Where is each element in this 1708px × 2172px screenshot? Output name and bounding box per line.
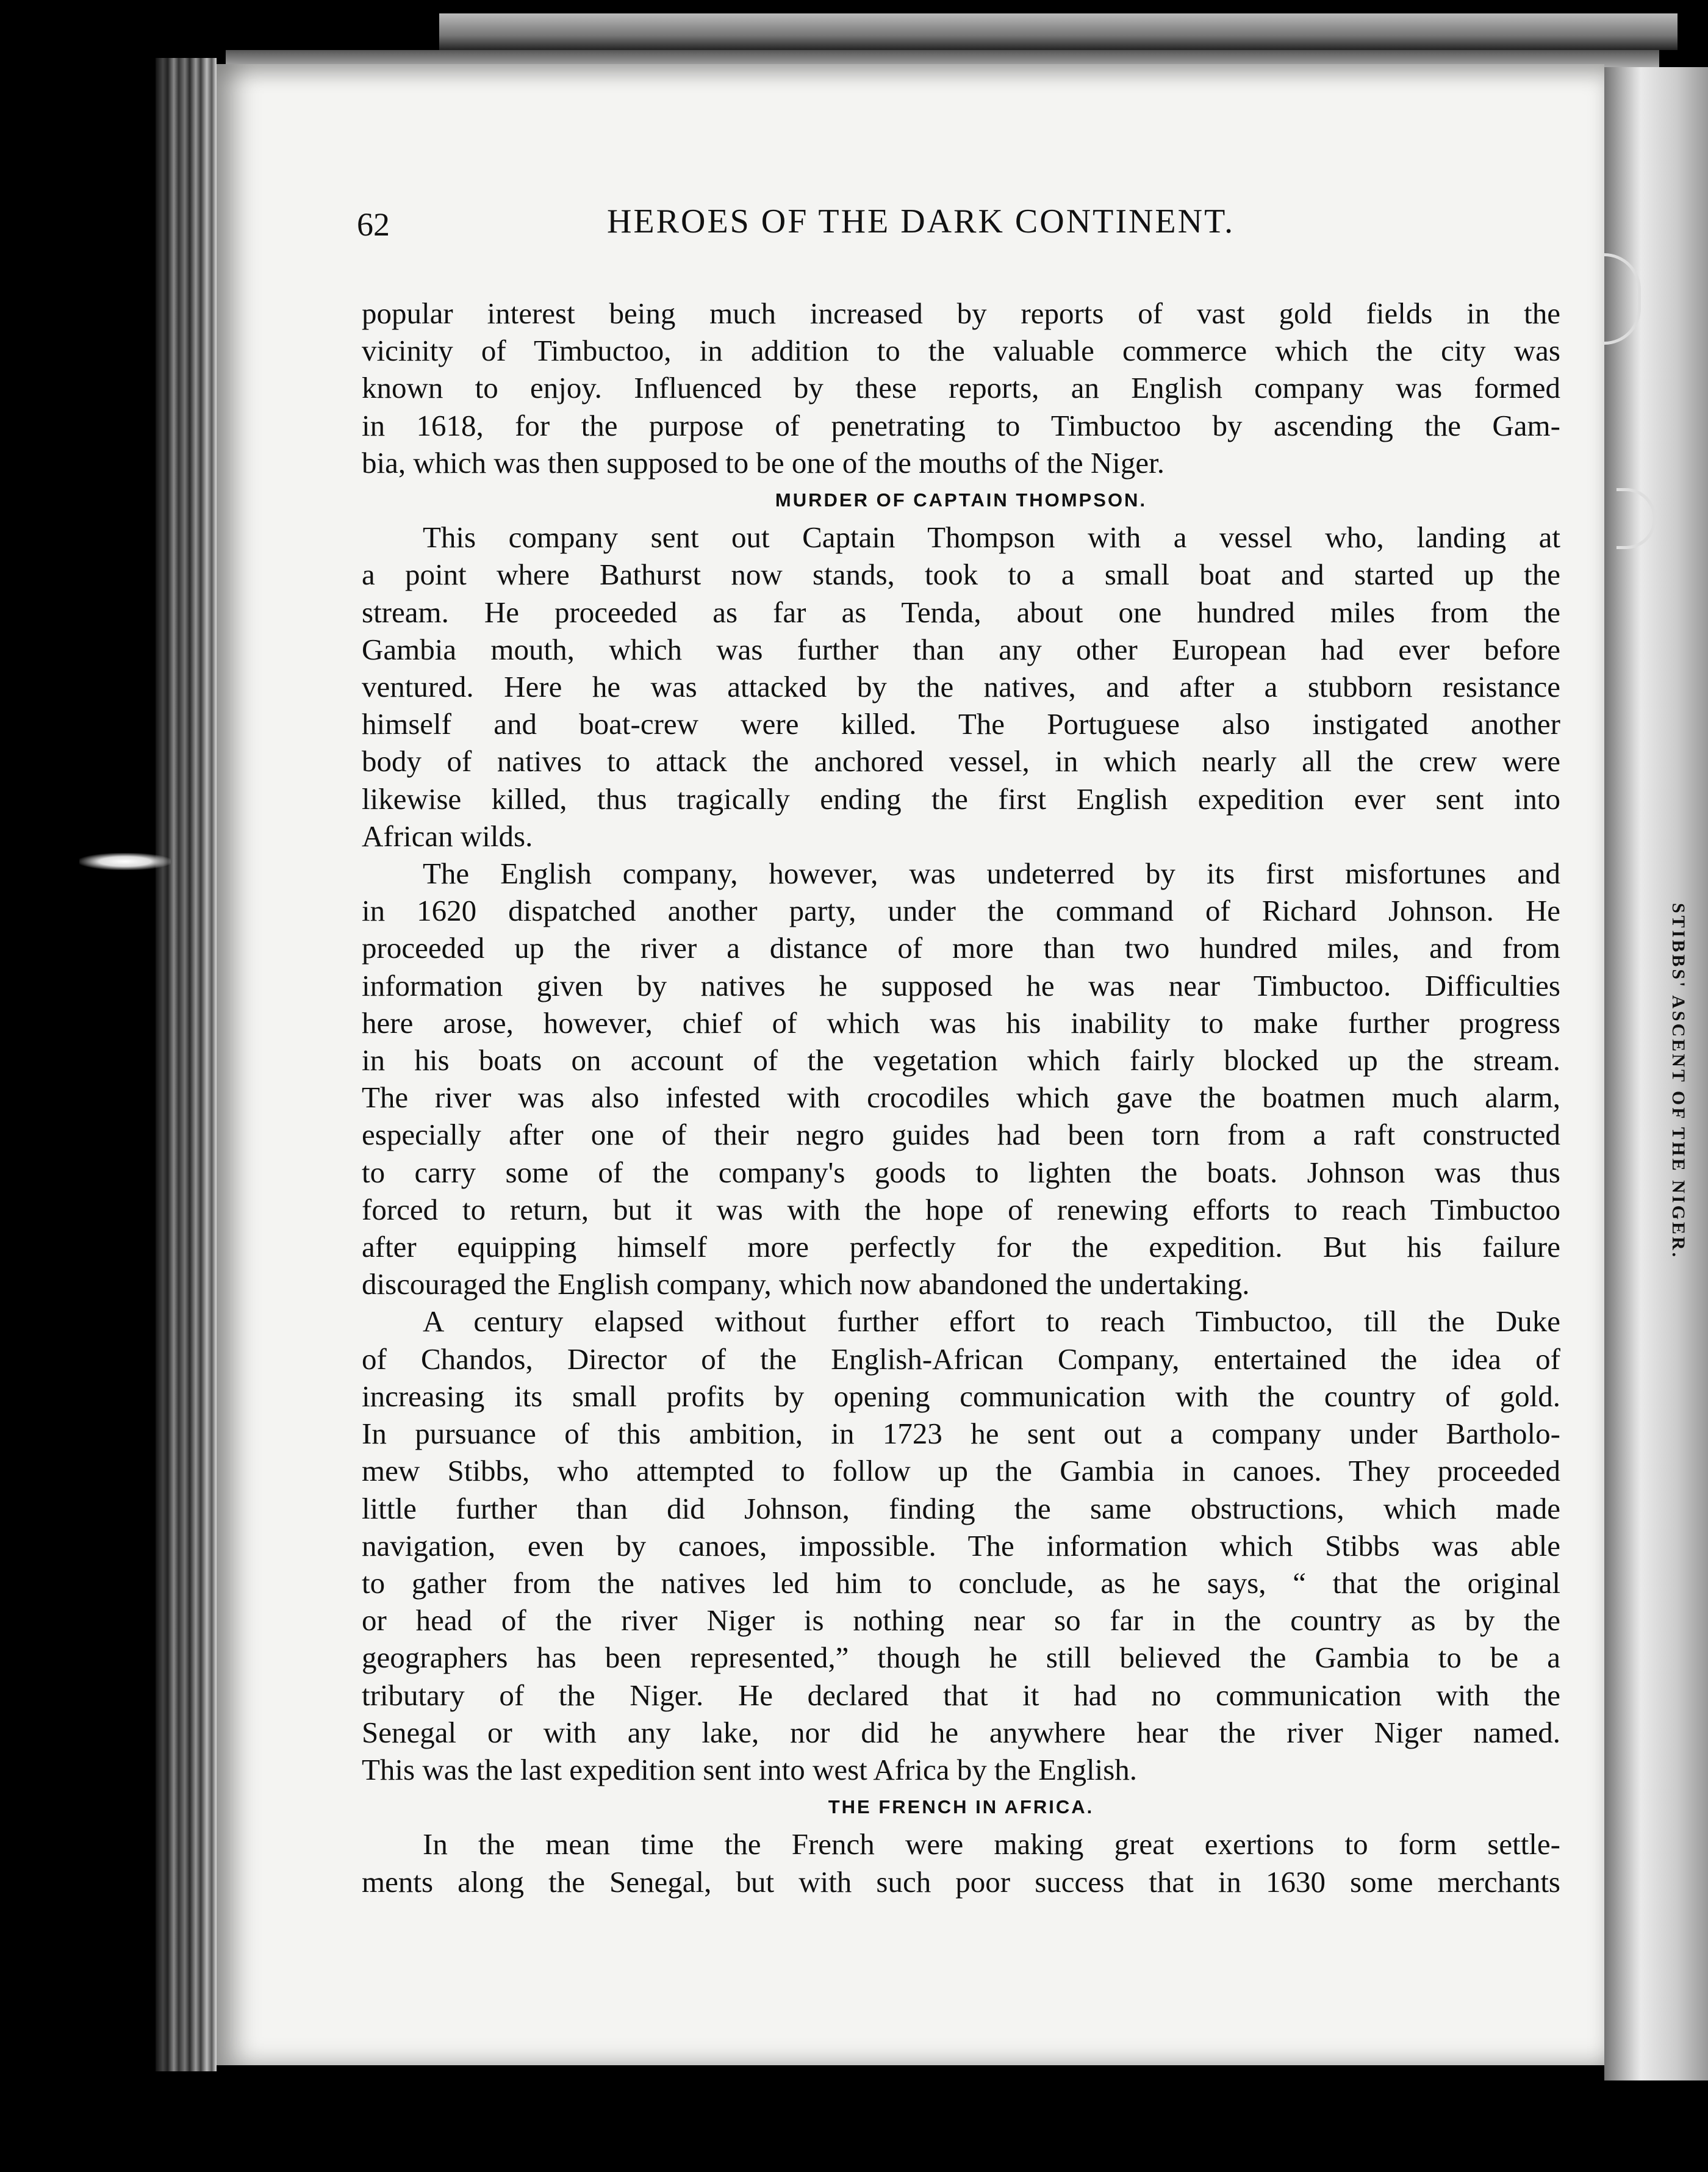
text-line: vicinity of Timbuctoo, in addition to the valuable commerce which the city was (362, 334, 1560, 368)
text-line: ments along the Senegal, but with such poor success that in 1630 some merchants (362, 1865, 1560, 1899)
text-line: popular interest being much increased by reports of vast gold fields in the (362, 297, 1560, 330)
text-line: little further than did Johnson, finding the same obstructions, which made (362, 1491, 1560, 1525)
side-running-head: STIBBS' ASCENT OF THE NIGER. (1668, 903, 1688, 1260)
text-line: to carry some of the company's goods to lighten the boats. Johnson was thus (362, 1155, 1560, 1189)
text-line: navigation, even by canoes, impossible. The information which Stibbs was able (362, 1528, 1560, 1562)
running-head: HEROES OF THE DARK CONTINENT. (607, 203, 1235, 240)
text-line: or head of the river Niger is nothing near so far in the country as by the (362, 1603, 1560, 1638)
section-heading: THE FRENCH IN AFRICA. (828, 1796, 1094, 1818)
text-line: especially after one of their negro guides had been torn from a raft constructed (362, 1118, 1560, 1152)
text-line: to gather from the natives led him to conclude, as he says, “ that the original (362, 1566, 1560, 1600)
text-line: information given by natives he supposed he was near Timbuctoo. Difficulties (362, 968, 1560, 1002)
text-line: in his boats on account of the vegetation which fairly blocked up the stream. (362, 1043, 1560, 1077)
text-line: In pursuance of this ambition, in 1723 he sent out a company under Bartholo- (362, 1417, 1560, 1451)
body-text (362, 295, 1560, 1900)
text-line: This was the last expedition sent into west Africa by the English. (362, 1752, 1138, 1786)
gutter-shadow (1604, 67, 1641, 2080)
book-top-edge (439, 13, 1678, 50)
text-line: tributary of the Niger. He declared that it had no communication with the (362, 1678, 1560, 1712)
text-line: forced to return, but it was with the hope of renewing efforts to reach Timbuctoo (362, 1192, 1560, 1226)
page-number: 62 (357, 206, 390, 243)
text-line: increasing its small profits by opening communication with the country of gold. (362, 1379, 1560, 1413)
text-line: geographers has been represented,” though he still believed the Gambia to be a (362, 1641, 1560, 1675)
book-binding-edge (156, 58, 217, 2071)
text-line: known to enjoy. Influenced by these reports, an English company was formed (362, 371, 1560, 405)
text-line: himself and boat-crew were killed. The Portuguese also instigated another (362, 707, 1560, 741)
text-line: The English company, however, was undeterred by its first misfortunes and (423, 857, 1560, 891)
text-line: In the mean time the French were making great exertions to form settle- (423, 1827, 1560, 1861)
page-edge-smudge (79, 853, 171, 870)
text-line: Senegal or with any lake, nor did he anywhere hear the river Niger named. (362, 1715, 1560, 1749)
text-line: This company sent out Captain Thompson with a vessel who, landing at (423, 520, 1560, 555)
section-heading: MURDER OF CAPTAIN THOMPSON. (775, 489, 1147, 511)
text-line: The river was also infested with crocodiles which gave the boatmen much alarm, (362, 1081, 1560, 1115)
text-line: likewise killed, thus tragically ending the first English expedition ever sent into (362, 782, 1560, 816)
text-line: after equipping himself more perfectly for the expedition. But his failure (362, 1230, 1560, 1264)
text-line: in 1620 dispatched another party, under the command of Richard Johnson. He (362, 894, 1560, 928)
text-line: body of natives to attack the anchored vessel, in which nearly all the crew were (362, 744, 1560, 779)
text-line: here arose, however, chief of which was his inability to make further progress (362, 1005, 1560, 1040)
text-line: mew Stibbs, who attempted to follow up the Gambia in canoes. They proceeded (362, 1454, 1560, 1488)
book-page (217, 64, 1604, 2065)
text-line: African wilds. (362, 819, 533, 853)
text-line: stream. He proceeded as far as Tenda, about one hundred miles from the (362, 595, 1560, 629)
text-line: discouraged the English company, which now abandoned the undertaking. (362, 1267, 1250, 1301)
text-line: of Chandos, Director of the English-African Company, entertained the idea of (362, 1342, 1560, 1376)
text-line: in 1618, for the purpose of penetrating to Timbuctoo by ascending the Gam- (362, 408, 1560, 442)
text-line: ventured. Here he was attacked by the natives, and after a stubborn resistance (362, 670, 1560, 704)
text-line: proceeded up the river a distance of more than two hundred miles, and from (362, 931, 1560, 965)
text-line: Gambia mouth, which was further than any other European had ever before (362, 632, 1560, 666)
text-line: bia, which was then supposed to be one of the mouths of the Niger. (362, 445, 1164, 480)
text-line: a point where Bathurst now stands, took to a small boat and started up the (362, 558, 1560, 592)
text-line: A century elapsed without further effort to reach Timbuctoo, till the Duke (423, 1304, 1560, 1339)
